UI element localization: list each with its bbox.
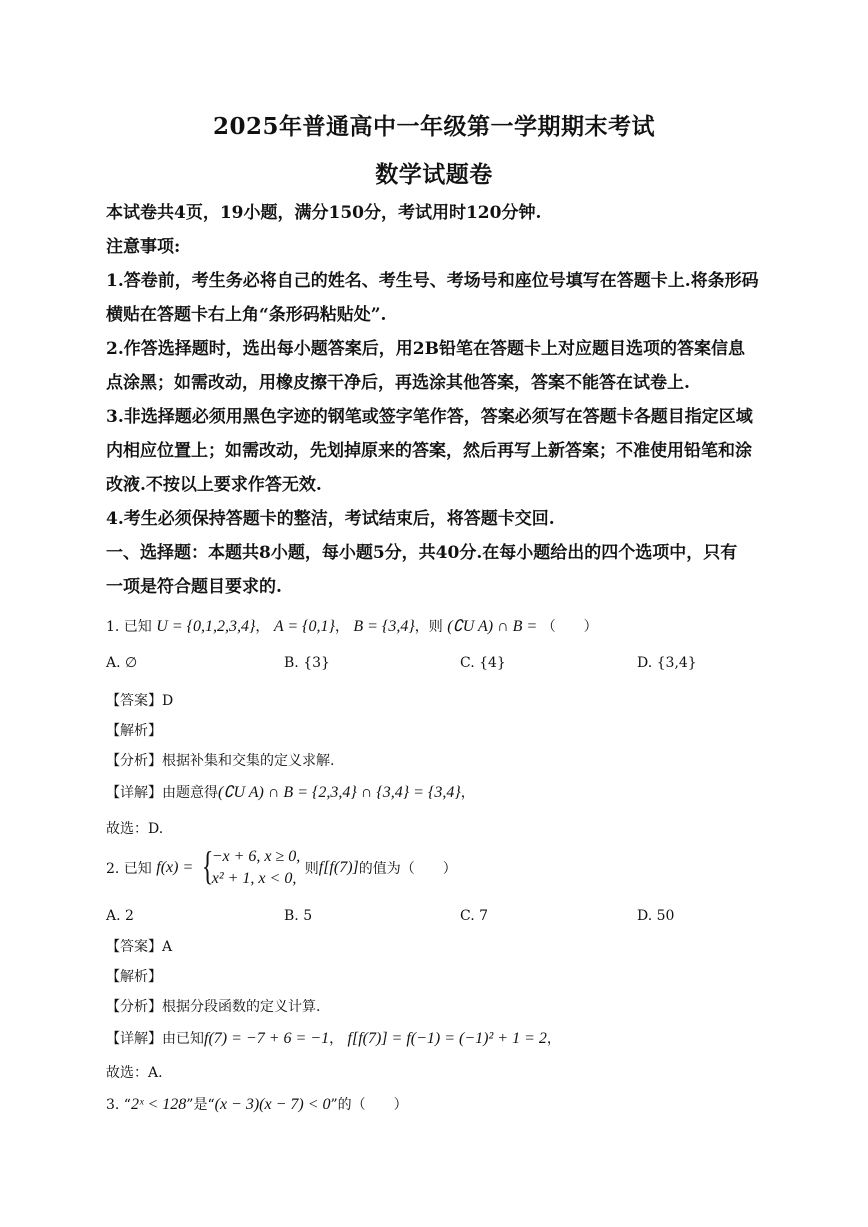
question-prefix: 2. 已知 xyxy=(106,861,152,877)
notice-line: 3.非选择题必须用黑色字迹的钢笔或签字笔作答，答案必须写在答题卡各题目指定区域 xyxy=(106,407,753,427)
analysis-detail xyxy=(106,782,766,802)
detail-end: ， xyxy=(546,1031,561,1047)
question-mid: ”是“ xyxy=(186,1097,215,1113)
analysis-label: 【解析】 xyxy=(106,723,162,739)
choose-line: 故选：D. xyxy=(106,821,164,837)
option-a: A. 2 xyxy=(106,908,134,924)
option-c: C. {4} xyxy=(460,655,506,671)
notice-line: 内相应位置上；如需改动，先划掉原来的答案，然后再写上新答案；不准使用铅笔和涂 xyxy=(106,441,752,461)
math-set-b: B = {3,4} xyxy=(353,618,415,635)
question-prefix: 3. “ xyxy=(106,1097,131,1113)
answer-line: 【答案】D xyxy=(106,693,174,709)
question-3 xyxy=(106,1094,766,1114)
piecewise-cases xyxy=(198,843,301,890)
detail-prefix: 【详解】由题意得 xyxy=(106,785,218,801)
detail-end: ， xyxy=(460,785,475,801)
math-expression: (∁U A) ∩ B = xyxy=(447,618,538,635)
choose-line: 故选：A. xyxy=(106,1065,163,1081)
question-ask-suffix: 的值为（ ） xyxy=(358,861,457,877)
answer-line: 【答案】A xyxy=(106,939,173,955)
notice-heading: 注意事项: xyxy=(106,237,181,257)
math-set-a: A = {0,1} xyxy=(273,618,335,635)
brace-icon: { xyxy=(201,843,214,888)
analysis-detail xyxy=(106,1028,766,1048)
question-suffix: ”的（ ） xyxy=(330,1097,408,1113)
notice-line: 改液.不按以上要求作答无效. xyxy=(106,475,322,495)
question-ask: 则 xyxy=(428,619,443,635)
case-two: x² + 1, x < 0, xyxy=(211,870,297,887)
math-ask: f[f(7)] xyxy=(318,859,359,876)
detail-sep: ， xyxy=(329,1031,344,1047)
math-condition-one: 2ˣ < 128 xyxy=(130,1096,187,1113)
notice-line: 2.作答选择题时，选出每小题答案后，用2B铅笔在答题卡上对应题目选项的答案信息 xyxy=(106,339,745,359)
option-d: D. {3,4} xyxy=(637,655,697,671)
question-ask: 则 xyxy=(304,861,319,877)
option-c: C. 7 xyxy=(460,908,489,924)
question-2 xyxy=(106,843,766,894)
exam-subtitle: 数学试题卷 xyxy=(375,161,493,188)
notice-line: 4.考生必须保持答题卡的整洁，考试结束后，将答题卡交回. xyxy=(106,509,555,529)
exam-intro: 本试卷共4页，19小题，满分150分，考试用时120分钟. xyxy=(106,203,542,223)
notice-line: 点涂黑；如需改动，用橡皮擦干净后，再选涂其他答案，答案不能答在试卷上. xyxy=(106,373,690,393)
question-prefix: 1. 已知 xyxy=(106,619,152,635)
notice-line: 1.答卷前，考生务必将自己的姓名、考生号、考场号和座位号填写在答题卡上.将条形码 xyxy=(106,271,759,291)
math-condition-two: (x − 3)(x − 7) < 0 xyxy=(214,1096,331,1113)
math-function: f(x) = xyxy=(156,859,194,876)
option-b: B. {3} xyxy=(284,655,330,671)
analysis-fenxi: 【分析】根据补集和交集的定义求解. xyxy=(106,753,335,769)
section-heading: 一项是符合题目要求的. xyxy=(106,577,282,597)
detail-math-one: f(7) = −7 + 6 = −1 xyxy=(204,1030,330,1047)
question-1: 1. 已知 U = {0,1,2,3,4}， A = {0,1}， B = {3,4}，则 (∁U A) ∩ B = （ ） xyxy=(106,618,598,635)
analysis-fenxi: 【分析】根据分段函数的定义计算. xyxy=(106,999,321,1015)
option-b: B. 5 xyxy=(284,908,313,924)
detail-math-two: f[f(7)] = f(−1) = (−1)² + 1 = 2 xyxy=(347,1030,547,1047)
analysis-label: 【解析】 xyxy=(106,969,162,985)
detail-prefix: 【详解】由已知 xyxy=(106,1031,204,1047)
detail-math: (∁U A) ∩ B = {2,3,4} ∩ {3,4} = {3,4} xyxy=(218,784,461,801)
option-d: D. 50 xyxy=(637,908,675,924)
answer-blank: （ ） xyxy=(541,619,598,635)
case-one: −x + 6, x ≥ 0, xyxy=(211,848,301,865)
notice-line: 横贴在答题卡右上角“条形码粘贴处”. xyxy=(106,305,387,325)
option-a: A. ∅ xyxy=(106,655,138,671)
math-set-u: U = {0,1,2,3,4} xyxy=(156,618,256,635)
section-heading: 一、选择题：本题共8小题，每小题5分，共40分.在每小题给出的四个选项中，只有 xyxy=(106,543,738,563)
exam-title: 2025年普通高中一年级第一学期期末考试 xyxy=(212,113,655,140)
